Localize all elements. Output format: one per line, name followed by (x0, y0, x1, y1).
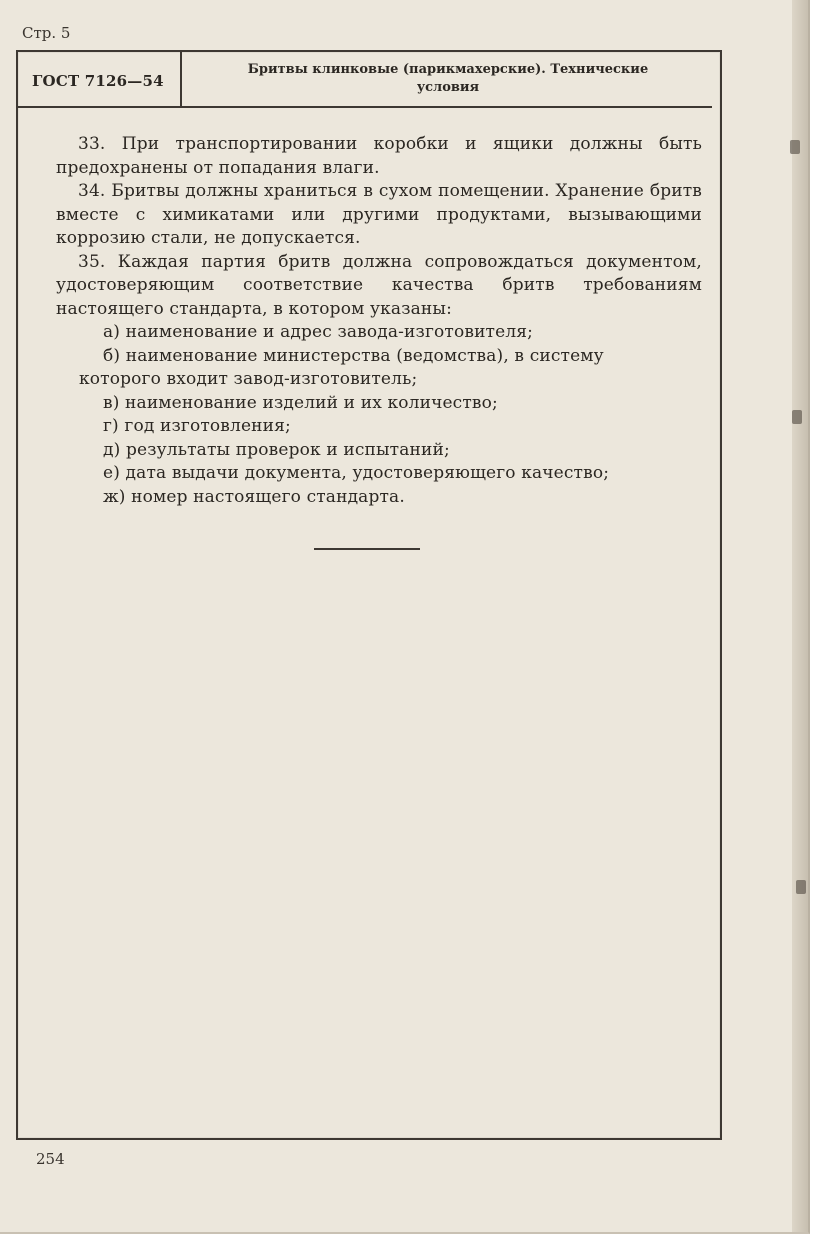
document-title (198, 61, 698, 97)
list-item-b-continuation: которого входит завод-изготовитель; (79, 369, 418, 389)
document-header (18, 52, 712, 108)
paragraph-35: 35. Каждая партия бритв должна сопровождаться документом, удостоверяющим соответствие качества бритв требованиям настоящего стандарта, в котором указаны: (56, 251, 702, 319)
document-title-line-2: условия (416, 80, 480, 95)
binding-mark (796, 880, 806, 894)
page-edge-shadow (792, 0, 808, 1232)
list-item-e: е) дата выдачи документа, удостоверяющего качество; (103, 463, 610, 483)
requirements-list (56, 321, 702, 509)
body-text (56, 133, 702, 509)
paragraph-34: 34. Бритвы должны храниться в сухом помещении. Хранение бритв вместе с химикатами или другими продуктами, вызывающими коррозию стали, не допускается. (56, 181, 702, 248)
list-item-v: в) наименование изделий и их количество; (103, 392, 498, 413)
paragraph-33: 33. При транспортировании коробки и ящики должны быть предохранены от попадания влаги. (56, 134, 702, 178)
header-divider (180, 52, 182, 106)
binding-mark (790, 140, 800, 154)
binding-mark (792, 410, 802, 424)
list-item-g: г) год изготовления; (103, 416, 291, 436)
list-item-zh: ж) номер настоящего стандарта. (103, 486, 405, 507)
list-item-b-text: б) наименование министерства (ведомства), в систему (103, 345, 604, 366)
document-title-line-1: Бритвы клинковые (парикмахерские). Технические (247, 62, 649, 77)
gost-code: ГОСТ 7126—54 (32, 72, 164, 90)
content-frame (16, 50, 722, 1140)
list-item-a: а) наименование и адрес завода-изготовителя; (103, 322, 534, 342)
list-item-d: д) результаты проверок и испытаний; (103, 439, 450, 460)
page-label: Стр. 5 (22, 24, 71, 42)
end-rule (314, 548, 420, 550)
page-number: 254 (36, 1150, 65, 1168)
list-item-b (56, 345, 702, 392)
